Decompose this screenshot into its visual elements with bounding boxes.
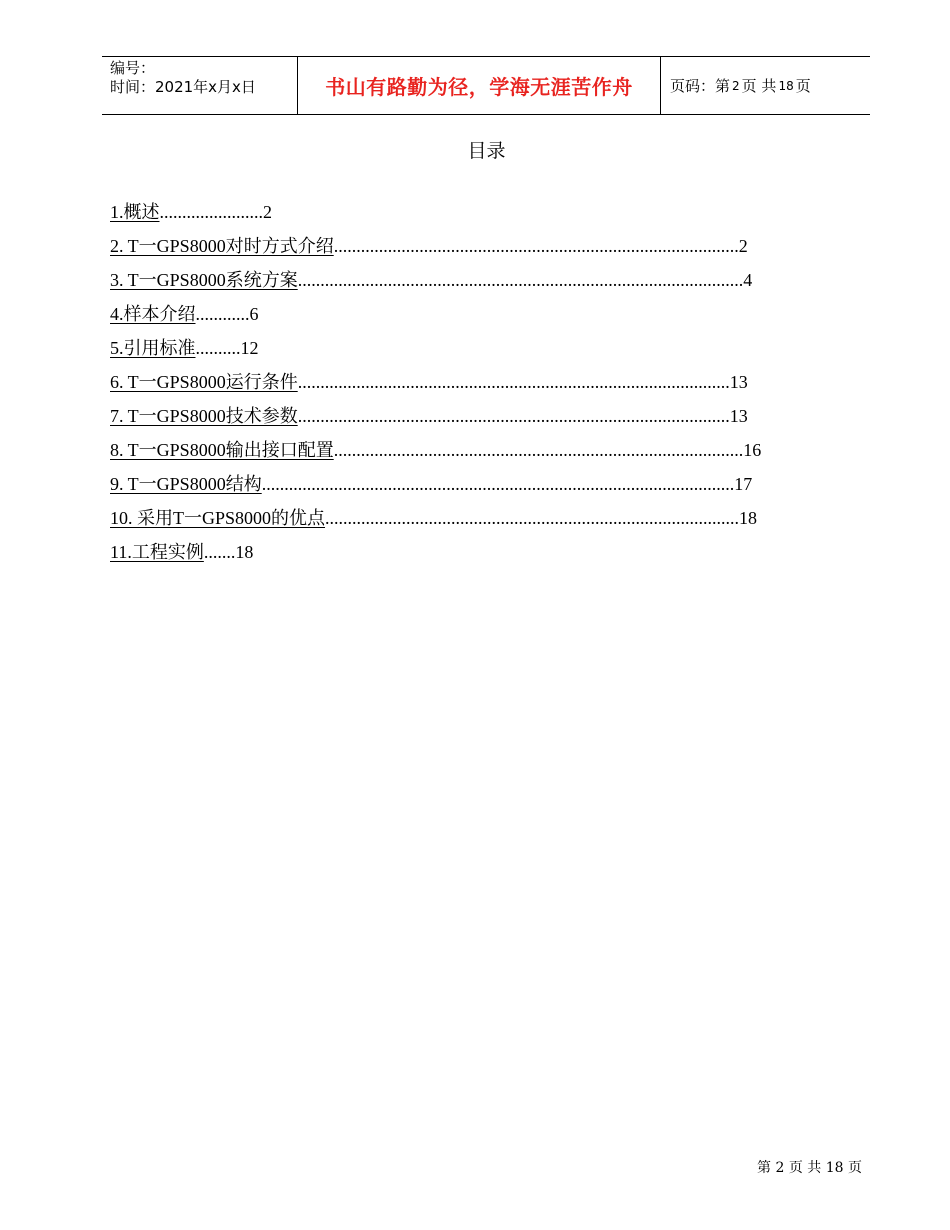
toc-entry-title: 8. T一GPS8000输出接口配置 [110,440,334,460]
table-of-contents [110,198,761,572]
toc-leader-dots: ................................................................................................ [297,372,730,392]
header-motto-cell [298,57,661,114]
toc-link[interactable] [110,504,757,538]
toc-leader-dots: ............ [195,304,250,324]
toc-link[interactable] [110,538,253,572]
page-number: 2 [732,78,740,93]
toc-entry[interactable] [110,504,761,538]
toc-entry-page: 13 [729,406,748,426]
toc-entry[interactable] [110,232,761,266]
toc-entry-title: 7. T一GPS8000技术参数 [110,406,298,426]
page-footer: 第 2 页 共 18 页 [757,1160,862,1176]
toc-entry-title: 3. T一GPS8000系统方案 [110,270,298,290]
toc-entry-page: 12 [240,338,259,358]
header-page-cell [661,57,870,114]
toc-link[interactable] [110,436,761,470]
toc-leader-dots: ................................................................................................... [297,270,744,290]
toc-entry-title: 5.引用标准 [110,338,196,358]
toc-leader-dots: ........................................................................................... [333,440,744,460]
toc-entry[interactable] [110,470,761,504]
toc-link[interactable] [110,368,748,402]
toc-link[interactable] [110,198,272,232]
toc-link[interactable] [110,266,752,300]
toc-entry-title: 10. 采用T一GPS8000的优点 [110,508,326,528]
toc-entry-page: 2 [738,236,748,256]
toc-leader-dots: ......................................................................................................... [261,474,735,494]
toc-entry[interactable] [110,402,761,436]
toc-link[interactable] [110,334,259,368]
toc-entry-title: 6. T一GPS8000运行条件 [110,372,298,392]
doc-number-label: 编号： [110,59,156,77]
toc-entry-page: 16 [743,440,762,460]
toc-leader-dots: ....... [203,542,236,562]
toc-leader-dots: .......................................................................................... [333,236,739,256]
toc-entry[interactable] [110,538,761,572]
header-motto: 书山有路勤为径，学海无涯苦作舟 [325,75,633,99]
toc-entry[interactable] [110,266,761,300]
page-prefix: 页码：第 [670,77,731,95]
page-total: 18 [778,78,794,93]
page-header [102,56,870,115]
toc-entry-title: 11.工程实例 [110,542,204,562]
page-suffix: 页 [795,77,811,95]
toc-leader-dots: ................................................................................................ [297,406,730,426]
toc-leader-dots: .......... [195,338,241,358]
toc-entry[interactable] [110,368,761,402]
toc-link[interactable] [110,470,752,504]
toc-entry-page: 18 [235,542,254,562]
toc-title: 目录 [467,141,506,162]
toc-entry[interactable] [110,300,761,334]
toc-entry[interactable] [110,436,761,470]
toc-entry-title: 9. T一GPS8000结构 [110,474,262,494]
toc-entry-page: 4 [743,270,753,290]
toc-entry-page: 13 [729,372,748,392]
toc-leader-dots: ............................................................................................ [325,508,740,528]
header-info-cell [102,57,298,114]
page-mid: 页 共 [741,77,777,95]
toc-entry-page: 6 [249,304,259,324]
toc-leader-dots: ....................... [159,202,263,222]
toc-link[interactable] [110,232,748,266]
toc-link[interactable] [110,402,748,436]
toc-entry-page: 17 [734,474,753,494]
toc-entry-page: 18 [739,508,758,528]
toc-entry-page: 2 [263,202,272,222]
toc-entry[interactable] [110,198,761,232]
toc-link[interactable] [110,300,259,334]
doc-time-label: 时间：2021年x月x日 [110,78,256,96]
toc-entry-title: 4.样本介绍 [110,304,196,324]
toc-entry[interactable] [110,334,761,368]
toc-entry-title: 1.概述 [110,202,160,222]
toc-entry-title: 2. T一GPS8000对时方式介绍 [110,236,334,256]
